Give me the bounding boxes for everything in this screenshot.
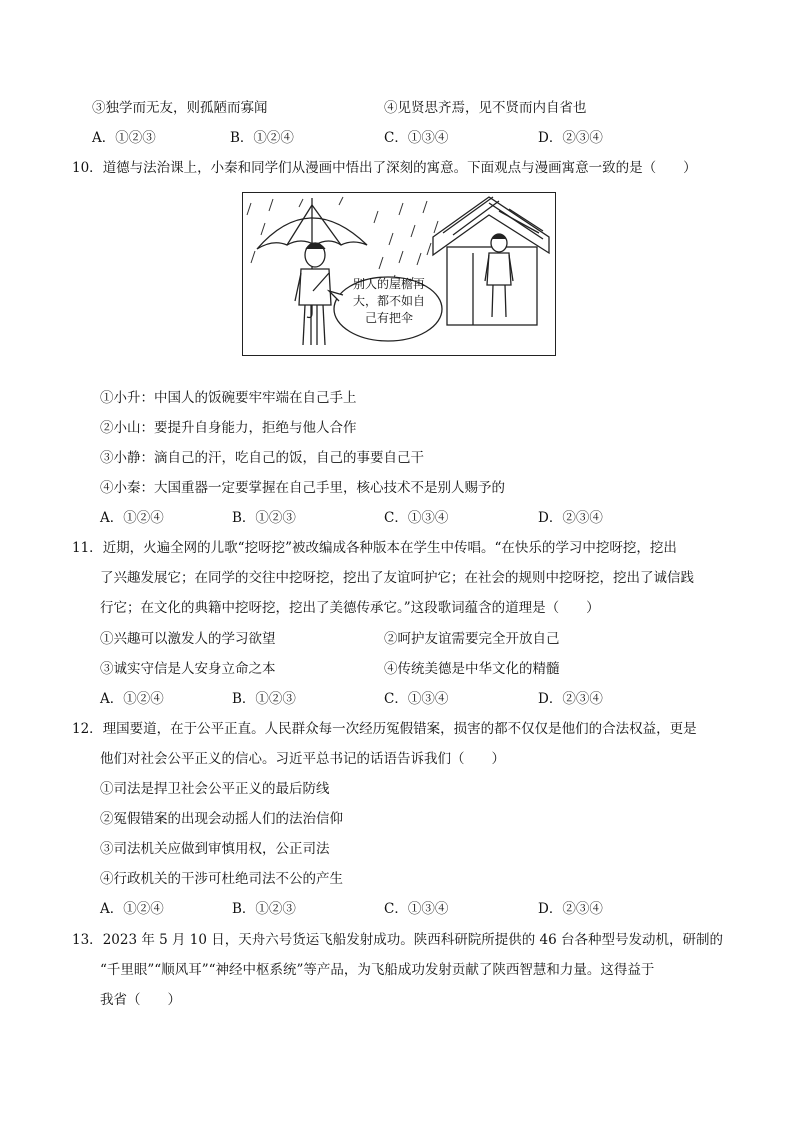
person-umbrella-icon bbox=[295, 243, 331, 345]
q12-statement-1: ①司法是捍卫社会公平正义的最后防线 bbox=[100, 781, 330, 797]
q10-cartoon bbox=[242, 192, 556, 356]
q10-option-c: C．①③④ bbox=[384, 510, 449, 526]
q11-statement-1: ①兴趣可以激发人的学习欲望 bbox=[100, 631, 276, 647]
q11-stem-line-1: 11．近期，火遍全网的儿歌“挖呀挖”被改编成各种版本在学生中传唱。“在快乐的学习中挖呀挖，挖出 bbox=[72, 540, 677, 556]
q13-stem-line-2: “千里眼”“顺风耳”“神经中枢系统”等产品，为飞船成功发射贡献了陕西智慧和力量。这得益于 bbox=[100, 962, 655, 978]
q9-option-c: C．①③④ bbox=[384, 130, 449, 146]
q12-statement-2: ②冤假错案的出现会动摇人们的法治信仰 bbox=[100, 811, 343, 827]
q12-stem-line-2: 他们对社会公平正义的信心。习近平总书记的话语告诉我们（ ） bbox=[100, 751, 505, 767]
q11-statement-2: ②呵护友谊需要完全开放自己 bbox=[384, 631, 560, 647]
q12-number: 12． bbox=[72, 721, 103, 737]
q10-statement-2: ②小山：要提升自身能力，拒绝与他人合作 bbox=[100, 420, 357, 436]
q10-option-a: A．①②④ bbox=[100, 510, 164, 526]
cartoon-illustration bbox=[243, 193, 554, 354]
q11-option-c: C．①③④ bbox=[384, 691, 449, 707]
q11-stem-line-2: 了兴趣发展它；在同学的交往中挖呀挖，挖出了友谊呵护它；在社会的规则中挖呀挖，挖出了诚信践 bbox=[100, 570, 694, 586]
q10-statement-3: ③小静：滴自己的汗，吃自己的饭，自己的事要自己干 bbox=[100, 450, 424, 466]
q10-option-b: B．①②③ bbox=[232, 510, 296, 526]
q11-statement-4: ④传统美德是中华文化的精髓 bbox=[384, 661, 560, 677]
q9-option-a: A．①②③ bbox=[92, 130, 156, 146]
q12-statement-3: ③司法机关应做到审慎用权，公正司法 bbox=[100, 841, 330, 857]
q10-stem-text: 道德与法治课上，小秦和同学们从漫画中悟出了深刻的寓意。下面观点与漫画寓意一致的是（ ） bbox=[102, 160, 697, 176]
q12-option-c: C．①③④ bbox=[384, 901, 449, 917]
q10-option-d: D．②③④ bbox=[538, 510, 603, 526]
q11-stem-line-3: 行它；在文化的典籍中挖呀挖，挖出了美德传承它。”这段歌词蕴含的道理是（ ） bbox=[100, 600, 600, 616]
q12-stem-line-1: 12．理国要道，在于公平正直。人民群众每一次经历冤假错案，损害的都不仅仅是他们的合法权益，更是 bbox=[72, 721, 697, 737]
q12-option-a: A．①②④ bbox=[100, 901, 164, 917]
q9-option-b: B．①②④ bbox=[230, 130, 294, 146]
q10-stem bbox=[72, 158, 697, 178]
q12-statement-4: ④行政机关的干涉可杜绝司法不公的产生 bbox=[100, 871, 343, 887]
q13-number: 13． bbox=[72, 932, 103, 948]
q12-option-b: B．①②③ bbox=[232, 901, 296, 917]
q11-option-d: D．②③④ bbox=[538, 691, 603, 707]
q11-option-a: A．①②④ bbox=[100, 691, 164, 707]
q10-statement-4: ④小秦：大国重器一定要掌握在自己手里，核心技术不是别人赐予的 bbox=[100, 480, 505, 496]
q9-statement-3: ③独学而无友，则孤陋而寡闻 bbox=[92, 100, 268, 116]
q12-option-d: D．②③④ bbox=[538, 901, 603, 917]
q13-stem-line-3: 我省（ ） bbox=[100, 992, 181, 1008]
q9-statement-4: ④见贤思齐焉，见不贤而内自省也 bbox=[384, 100, 587, 116]
speech-bubble-text: 别人的屋檐再 大，都不如自 己有把伞 bbox=[352, 277, 425, 325]
q11-number: 11． bbox=[72, 540, 103, 556]
q10-number: 10． bbox=[72, 160, 103, 176]
q11-statement-3: ③诚实守信是人安身立命之本 bbox=[100, 661, 276, 677]
q9-option-d: D．②③④ bbox=[538, 130, 603, 146]
q10-statement-1: ①小升：中国人的饭碗要牢牢端在自己手上 bbox=[100, 390, 357, 406]
q11-option-b: B．①②③ bbox=[232, 691, 296, 707]
q13-stem-line-1: 13．2023 年 5 月 10 日，天舟六号货运飞船发射成功。陕西科研院所提供的 46 台各种型号发动机，研制的 bbox=[72, 932, 724, 948]
